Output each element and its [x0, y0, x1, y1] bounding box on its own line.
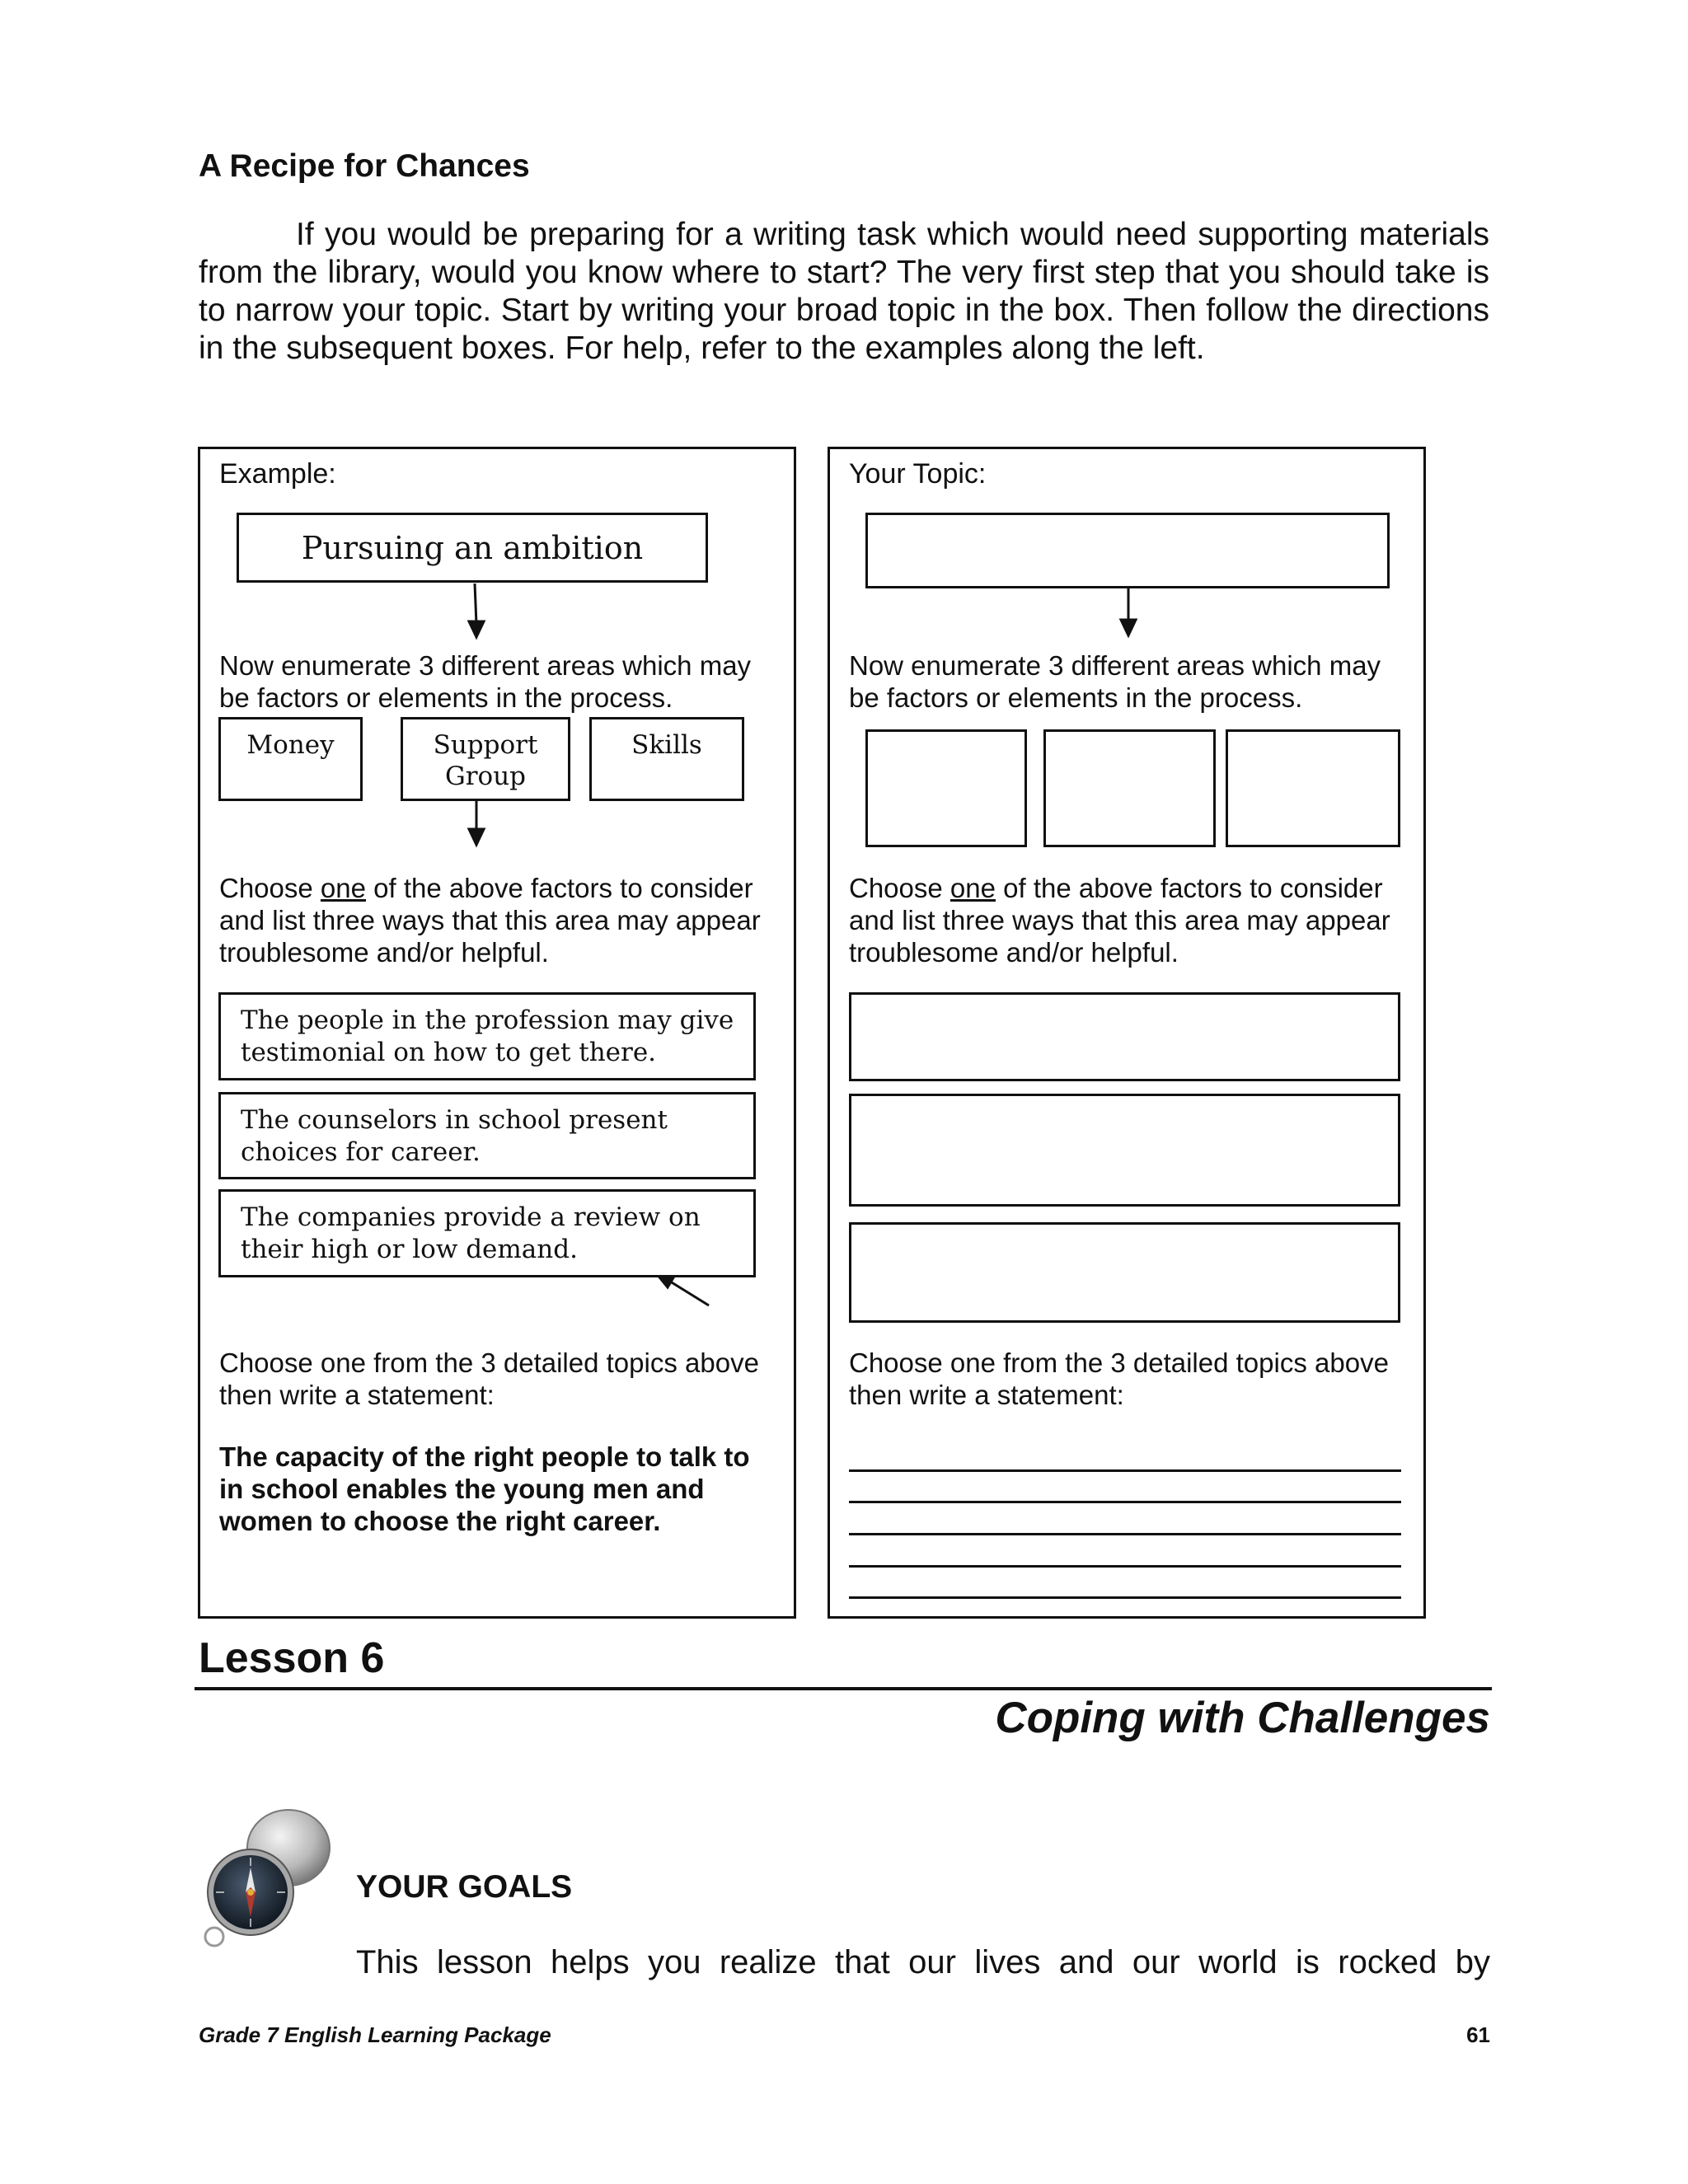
goals-text: This lesson helps you realize that our lives and our world is rocked by [356, 1944, 1490, 1980]
lesson-number: Lesson 6 [199, 1634, 385, 1682]
your-factor-box-1[interactable] [865, 729, 1027, 847]
intro-paragraph: If you would be preparing for a writing task which would need supporting materials from the library, would you know where to start? The very first step that you should take is to narrow your topic. Start by writing your broad topic in the box. Then follow the directions in the subsequent boxes. For help, refer to the examples along the left. [199, 217, 1489, 366]
example-factor-support-group: Support Group [401, 717, 570, 801]
goals-heading: YOUR GOALS [356, 1869, 573, 1905]
compass-icon [196, 1805, 336, 1953]
example-arrow-detail [657, 1274, 709, 1305]
your-detail-box-1[interactable] [849, 992, 1400, 1081]
your-choose-instruction: Choose one of the above factors to consider and list three ways that this area may appear troublesome and/or helpful. [849, 873, 1390, 968]
your-detail-box-2[interactable] [849, 1094, 1400, 1207]
statement-line-1[interactable] [849, 1469, 1401, 1472]
example-enumerate-instruction: Now enumerate 3 different areas which may be factors or elements in the process. [219, 650, 752, 713]
statement-line-4[interactable] [849, 1565, 1401, 1568]
statement-line-5[interactable] [849, 1596, 1401, 1599]
example-factor-money: Money [218, 717, 363, 801]
your-enumerate-instruction: Now enumerate 3 different areas which may be factors or elements in the process. [849, 650, 1381, 713]
your-statement-instruction: Choose one from the 3 detailed topics above then write a statement: [849, 1347, 1389, 1410]
page-number: 61 [1466, 2022, 1490, 2047]
example-label: Example: [219, 458, 336, 490]
example-arrow-factor [469, 801, 484, 845]
statement-line-3[interactable] [849, 1533, 1401, 1535]
your-factor-box-3[interactable] [1226, 729, 1400, 847]
example-topic-box: Pursuing an ambition [237, 513, 708, 583]
statement-line-2[interactable] [849, 1501, 1401, 1503]
your-detail-box-3[interactable] [849, 1222, 1400, 1323]
example-detail-1: The people in the profession may give testimonial on how to get there. [218, 992, 756, 1080]
footer-title: Grade 7 English Learning Package [199, 2022, 551, 2047]
example-statement-instruction: Choose one from the 3 detailed topics above then write a statement: [219, 1347, 759, 1410]
section-title: A Recipe for Chances [199, 148, 530, 184]
example-detail-2: The counselors in school present choices for career. [218, 1092, 756, 1179]
your-topic-label: Your Topic: [849, 458, 987, 490]
example-factor-skills: Skills [589, 717, 744, 801]
example-arrow-topic [469, 583, 484, 637]
lesson-title: Coping with Challenges [995, 1694, 1490, 1742]
example-detail-3: The companies provide a review on their high or low demand. [218, 1189, 756, 1277]
your-topic-box[interactable] [865, 513, 1390, 588]
example-statement: The capacity of the right people to talk to in school enables the young men and women to choose the right career. [219, 1441, 750, 1536]
lesson-divider [195, 1687, 1492, 1690]
your-factor-box-2[interactable] [1043, 729, 1216, 847]
example-choose-instruction: Choose one of the above factors to consider and list three ways that this area may appear troublesome and/or helpful. [219, 873, 761, 968]
